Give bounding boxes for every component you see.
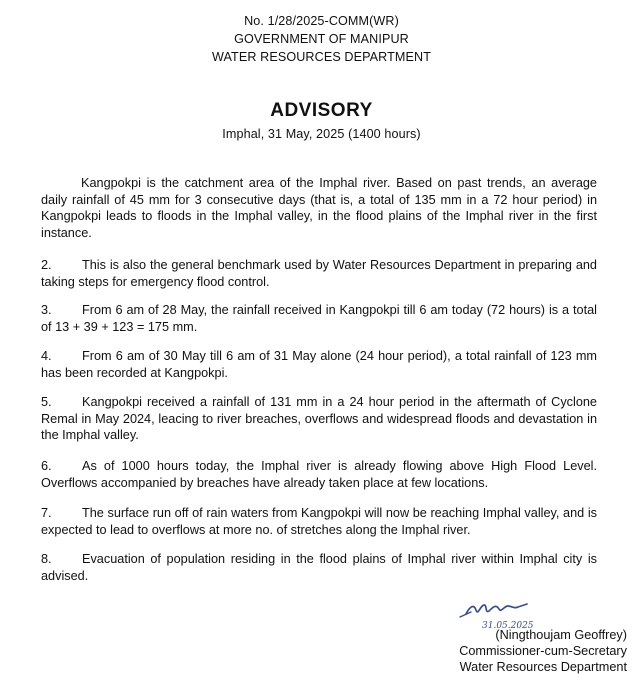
paragraph-3-text: From 6 am of 28 May, the rainfall received in Kangpokpi till 6 am today (72 hours) is a total of 13 + 39 + 123 = 175 mm.	[41, 303, 597, 334]
paragraph-7-number: 7.	[41, 506, 52, 520]
paragraph-5	[41, 394, 597, 444]
reference-number: No. 1/28/2025-COMM(WR)	[244, 14, 399, 28]
paragraph-8-text: Evacuation of population residing in the flood plains of Imphal river within Imphal city is advised.	[41, 552, 597, 583]
signatory-department: Water Resources Department	[459, 660, 627, 675]
place-date: Imphal, 31 May, 2025 (1400 hours)	[222, 127, 421, 141]
signature-stroke	[466, 604, 527, 614]
paragraph-7	[41, 505, 597, 538]
paragraph-7-text: The surface run off of rain waters from Kangpokpi will now be reaching Imphal valley, and is expected to lead to overflows at more no. of stretches along the Imphal river.	[41, 506, 597, 537]
government-name: GOVERNMENT OF MANIPUR	[234, 32, 409, 46]
paragraph-3	[41, 302, 597, 335]
signatory-block	[0, 627, 643, 676]
paragraph-5-text: Kangpokpi received a rainfall of 131 mm in a 24 hour period in the aftermath of Cyclone Remal in May 2024, leacing to river breaches, overflows and widespread floods and devastation in the Imphal valley.	[41, 395, 597, 443]
paragraph-2-number: 2.	[41, 258, 52, 272]
paragraph-6-text: As of 1000 hours today, the Imphal river is already flowing above High Flood Level. Overflows accompanied by breaches have already taken place at few locations.	[41, 459, 597, 490]
paragraph-6	[41, 458, 597, 491]
paragraph-2	[41, 257, 597, 290]
signature-flourish	[460, 612, 471, 617]
document-title: ADVISORY	[270, 100, 373, 121]
paragraph-4-number: 4.	[41, 349, 52, 363]
department-name: WATER RESOURCES DEPARTMENT	[211, 50, 432, 64]
paragraph-5-number: 5.	[41, 395, 52, 409]
paragraph-1-text: Kangpokpi is the catchment area of the Imphal river. Based on past trends, an average daily rainfall of 45 mm for 3 consecutive days (that is, a total of 135 mm in a 72 hour period) in Kangpokpi leads to floods in the Imphal valley, in the flood plains of the Imphal river in the first instance.	[41, 176, 597, 240]
signatory-designation: Commissioner-cum-Secretary	[459, 644, 627, 659]
paragraph-4-text: From 6 am of 30 May till 6 am of 31 May alone (24 hour period), a total rainfall of 123 mm has been recorded at Kangpokpi.	[41, 349, 597, 380]
signature-date: 31.05.2025	[482, 621, 534, 631]
paragraph-4	[41, 348, 597, 381]
paragraph-6-number: 6.	[41, 459, 52, 473]
paragraph-8	[41, 551, 597, 584]
paragraph-3-number: 3.	[41, 303, 52, 317]
paragraph-2-text: This is also the general benchmark used by Water Resources Department in preparing and taking steps for emergency flood control.	[41, 258, 597, 289]
paragraph-1	[41, 175, 597, 241]
paragraph-8-number: 8.	[41, 552, 52, 566]
signatory-name: (Ningthoujam Geoffrey)	[495, 628, 627, 642]
